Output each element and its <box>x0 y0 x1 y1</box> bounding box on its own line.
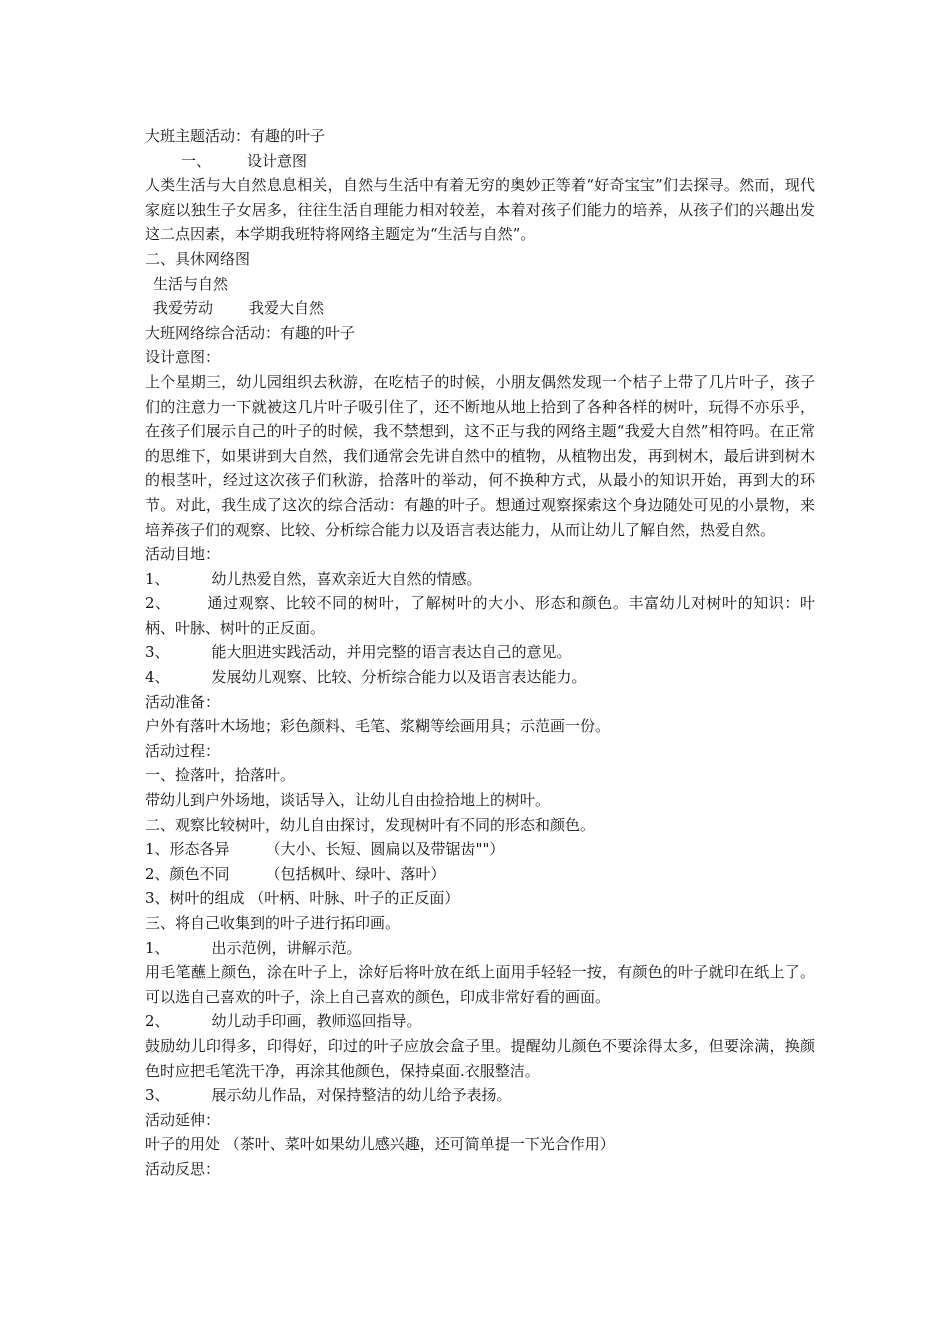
section-heading-network: 二、具休网络图 <box>145 249 251 268</box>
paragraph-intro: 人类生活与大自然息息相关，自然与生活中有着无穷的奥妙正等着“好奇宝宝”们去探寻。然而，现代家庭以独生子女居多，往往生活自理能力相对较差，本着对孩子们能力的培养，从孩子们的兴趣出发这二点因素，本学期我班特将网络主题定为“生活与自然”。 <box>145 176 815 244</box>
goal-item: 2、 通过观察、比较不同的树叶，了解树叶的大小、形态和颜色。丰富幼儿对树叶的知识：叶柄、叶脉、树叶的正反面。 <box>145 594 815 637</box>
network-top-node: 生活与自然 <box>153 274 229 293</box>
document-title: 大班主题活动：有趣的叶子 <box>145 127 326 145</box>
step-heading: 三、将自己收集到的叶子进行拓印画。 <box>145 914 401 932</box>
goal-item: 4、 发展幼儿观察、比较、分析综合能力以及语言表达能力。 <box>145 668 587 687</box>
network-node-labor: 我爱劳动 <box>153 299 214 318</box>
activity-title: 大班网络综合活动：有趣的叶子 <box>145 323 356 342</box>
process-label: 活动过程： <box>145 741 221 760</box>
extension-text: 叶子的用处 （茶叶、菜叶如果幼儿感兴趣，还可简单提一下光合作用） <box>145 1135 615 1154</box>
sub-item: 1、形态各异 （大小、长短、圆扁以及带锯齿""） <box>145 840 505 859</box>
step-text: 鼓励幼儿印得多，印得好，印过的叶子应放会盒子里。提醒幼儿颜色不要涂得太多，但要涂满，换颜色时应把毛笔洗干净，再涂其他颜色，保持桌面.衣服整洁。 <box>145 1036 815 1080</box>
prep-text: 户外有落叶木场地；彩色颜料、毛笔、浆糊等绘画用具；示范画一份。 <box>145 717 611 736</box>
step-heading: 一、捡落叶，拾落叶。 <box>145 766 296 785</box>
paragraph-design: 上个星期三，幼儿园组织去秋游，在吃桔子的时候，小朋友偶然发现一个桔子上带了几片叶子，孩子们的注意力一下就被这几片叶子吸引住了，还不断地从地上拾到了各种各样的树叶，玩得不亦乐乎，在孩子们展示自己的叶子的时候，我不禁想到，这不正与我的网络主题“我爱大自然”相符吗。在正常的思维下，如果讲到大自然，我们通常会先讲自然中的植物，从植物出发，再到树木，最后讲到树木的根茎叶，经过这次孩子们秋游，拾落叶的举动，何不换种方式，从最小的知识开始，再到大的环节。对此，我生成了这次的综合活动：有趣的叶子。想通过观察探索这个身边随处可见的小景物，来培养孩子们的观察、比较、分析综合能力以及语言表达能力，从而让幼儿了解自然，热爱自然。 <box>145 372 815 539</box>
sub-item: 1、 出示范例，讲解示范。 <box>145 938 362 957</box>
reflection-label: 活动反思： <box>145 1159 221 1178</box>
prep-label: 活动准备： <box>145 692 221 711</box>
sub-item: 2、 幼儿动手印画，教师巡回指导。 <box>145 1012 422 1031</box>
sub-item: 2、颜色不同 （包括枫叶、绿叶、落叶） <box>145 864 446 883</box>
network-children <box>145 296 815 321</box>
goal-item: 1、 幼儿热爱自然，喜欢亲近大自然的情感。 <box>145 569 482 588</box>
document-body <box>145 124 815 1182</box>
section-heading-design <box>145 149 815 174</box>
step-text: 带幼儿到户外场地，谈话导入，让幼儿自由捡拾地上的树叶。 <box>145 791 551 810</box>
section-title: 设计意图 <box>247 151 308 170</box>
section-number: 一、 <box>181 151 212 170</box>
sub-item: 3、 展示幼儿作品，对保持整洁的幼儿给予表扬。 <box>145 1086 512 1105</box>
sub-item: 3、树叶的组成 （叶柄、叶脉、叶子的正反面） <box>145 889 460 908</box>
step-text: 用毛笔蘸上颜色，涂在叶子上，涂好后将叶放在纸上面用手轻轻一按，有颜色的叶子就印在纸上了。可以选自己喜欢的叶子，涂上自己喜欢的颜色，印成非常好看的画面。 <box>145 963 815 1006</box>
network-node-nature: 我爱大自然 <box>249 299 325 318</box>
extension-label: 活动延伸： <box>145 1110 221 1129</box>
goal-label: 活动目地： <box>145 545 221 564</box>
step-heading: 二、观察比较树叶，幼儿自由探讨，发现树叶有不同的形态和颜色。 <box>145 815 596 834</box>
goal-item: 3、 能大胆进实践活动，并用完整的语言表达自己的意见。 <box>145 643 572 662</box>
design-label: 设计意图： <box>145 348 221 367</box>
